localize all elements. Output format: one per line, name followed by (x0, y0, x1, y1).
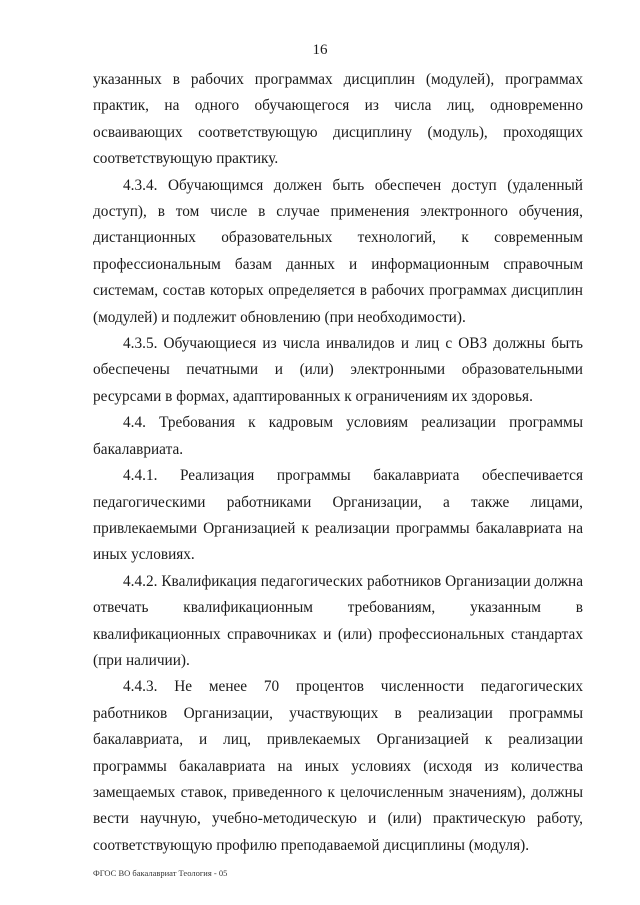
paragraph-4-4: 4.4. Требования к кадровым условиям реализации программы бакалавриата. (93, 414, 583, 458)
paragraph-4-3-4: 4.3.4. Обучающимся должен быть обеспечен доступ (удаленный доступ), в том числе в случае применения электронного обучения, дистанционных образовательных технологий, к современным профессиональным базам данных и информационным справочным системам, состав которых определяется в рабочих программах дисциплин (модулей) и подлежит обновлению (при необходимости). (93, 176, 583, 326)
document-body (93, 67, 583, 859)
paragraph-continuation: указанных в рабочих программах дисциплин (модулей), программах практик, на одного обучающегося из числа лиц, одновременно осваивающих соответствующую дисциплину (модуль), проходящих соответствующую практику. (93, 71, 583, 168)
page-number: 16 (312, 42, 328, 58)
paragraph-4-4-3: 4.4.3. Не менее 70 процентов численности педагогических работников Организации, участвующих в реализации программы бакалавриата, и лиц, привлекаемых Организацией к реализации программы бакалавриата на иных условиях (исходя из количества замещаемых ставок, приведенного к целочисленным значениям), должны вести научную, учебно-методическую и (или) практическую работу, соответствующую профилю преподаваемой дисциплины (модуля). (93, 678, 583, 854)
paragraph-4-3-5: 4.3.5. Обучающиеся из числа инвалидов и лиц с ОВЗ должны быть обеспечены печатными и (или) электронными образовательными ресурсами в формах, адаптированных к ограничениям их здоровья. (93, 335, 583, 405)
paragraph-4-4-2: 4.4.2. Квалификация педагогических работников Организации должна отвечать квалификационным требованиям, указанным в квалификационных справочниках и (или) профессиональных стандартах (при наличии). (93, 572, 583, 669)
paragraph-4-4-1: 4.4.1. Реализация программы бакалавриата обеспечивается педагогическими работниками Организации, а также лицами, привлекаемыми Организацией к реализации программы бакалавриата на иных условиях. (93, 467, 583, 564)
page-footer: ФГОС ВО бакалавриат Теология - 05 (93, 868, 228, 878)
